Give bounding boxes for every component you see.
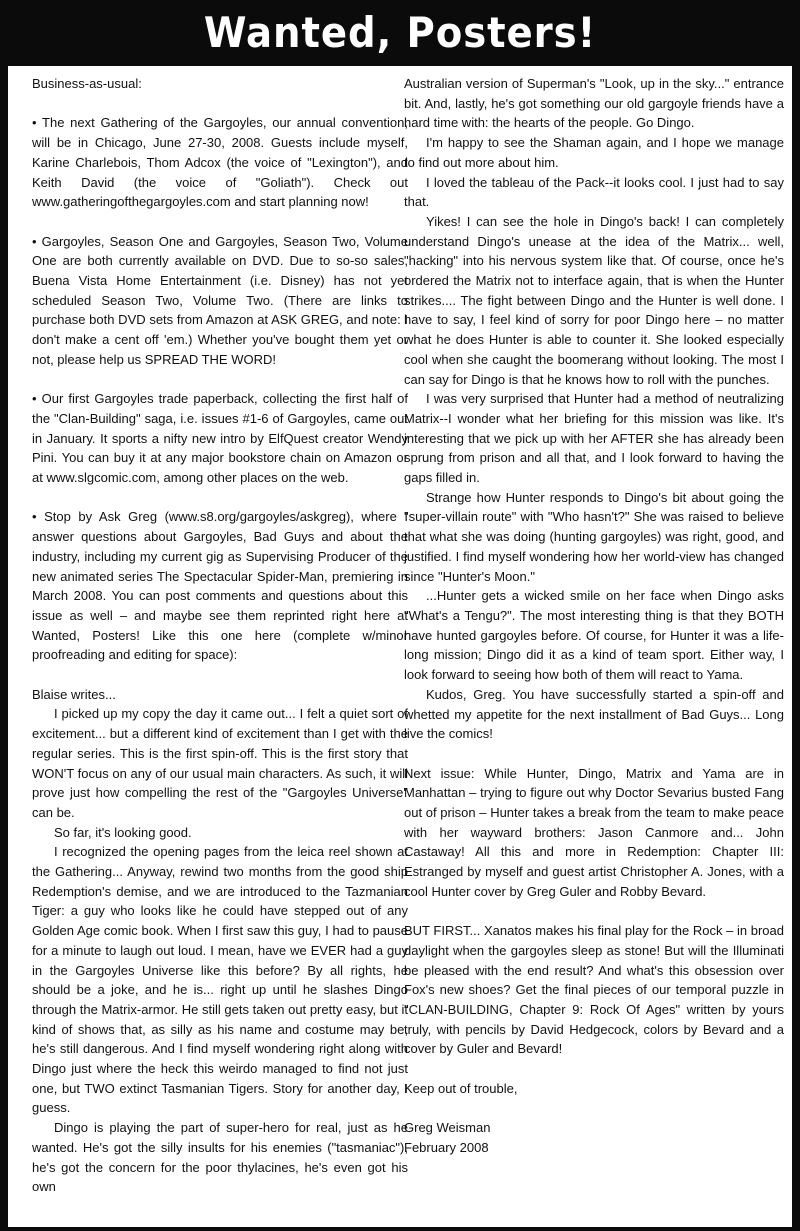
paragraph: Strange how Hunter responds to Dingo's bit about going the "super-villain route" with "Who hasn't?" She was raised to believe that what she was doing (hunting gargoyles) was right, good, and justified. I find myself wondering how her world-view has changed since "Hunter's Moon." [404,489,784,584]
paragraph: I picked up my copy the day it came out... I felt a quiet sort of excitement... but a different kind of excitement than I get with the regular series. This is the first spin-off. This is the first story that WON'T focus on any of our usual main characters. As such, it will prove just how compelling the rest of the "Gargoyles Universe" can be. [32,706,408,820]
right-column [404,74,784,1158]
signature-name: Greg Weisman [404,1120,491,1136]
paragraph: I was very surprised that Hunter had a method of neutralizing Matrix--I wonder what her briefing for this mission was like. It's interesting that we pick up with her AFTER she has already been sprung from prison and all that, and I look forward to having the gaps filled in. [404,391,784,486]
paragraph: • Stop by Ask Greg (www.s8.org/gargoyles/askgreg), where I answer questions about Gargoyles, Bad Guys and about the industry, including my current gig as Supervising Producer of the new animated series The Spectacular Spider-Man, premiering in March 2008. You can post comments and questions about this issue as well – and maybe see them reprinted right here at Wanted, Posters! Like this one here (complete w/minor proofreading and editing for space): [32,509,408,663]
paragraph: Blaise writes... [32,686,116,702]
paragraph: Dingo is playing the part of super-hero for real, just as he wanted. He's got the silly insults for his enemies ("tasmaniac"), he's got the concern for the poor thylacines, he's even got his own [32,1120,408,1195]
paragraph: Australian version of Superman's "Look, up in the sky..." entrance bit. And, lastly, he's got something our old gargoyle friends have a hard time with: the hearts of the people. Go Dingo. [404,76,784,131]
paragraph: BUT FIRST... Xanatos makes his final play for the Rock – in broad daylight when the gargoyles sleep as stone! But will the Illuminati be pleased with the end result? And what's this obsession over Fox's new shoes? Get the final pieces of our temporal puzzle in "CLAN-BUILDING, Chapter 9: Rock Of Ages" written by yours truly, with pencils by David Hedgecock, colors by Bevard and a cover by Guler and Bevard! [404,923,784,1057]
paragraph: Kudos, Greg. You have successfully started a spin-off and whetted my appetite for the next installment of Bad Guys... Long live the comics! [404,686,784,742]
paragraph: I'm happy to see the Shaman again, and I hope we manage to find out more about him. [404,135,784,170]
signature-date: February 2008 [404,1139,489,1155]
article-panel [8,66,792,1227]
paragraph: Business-as-usual: [32,76,142,91]
paragraph: • Our first Gargoyles trade paperback, collecting the first half of the "Clan-Building" saga, i.e. issues #1-6 of Gargoyles, came out in January. It sports a nifty new intro by ElfQuest creator Wendy Pini. You can buy it at any major bookstore chain on Amazon or at www.slgcomic.com, among other places on the web. [32,391,408,486]
paragraph: So far, it's looking good. [54,824,192,840]
paragraph: I loved the tableau of the Pack--it looks cool. I just had to say that. [404,174,784,210]
paragraph: ...Hunter gets a wicked smile on her face when Dingo asks "What's a Tengu?". The most interesting thing is that they BOTH have hunted gargoyles before. Of course, for Hunter it was a life-long mission; Dingo did it as a kind of team sport. Either way, I look forward to seeing how both of them will react to Yama. [404,588,784,683]
paragraph: I recognized the opening pages from the leica reel shown at the Gathering... Anyway, rewind two months from the good ship Redemption's demise, and we are introduced to the Tazmanian Tiger: a guy who looks like he could have stepped out of any Golden Age comic book. When I first saw this guy, I had to pause for a minute to laugh out loud. I mean, have we EVER had a guy in the Gargoyles Universe like this before? By all rights, he should be a joke, and he is... right up until he slashes Dingo through the Matrix-armor. He still gets taken out pretty easy, but it kind of shows that, as silly as his name and costume may be, he's still dangerous. And I find myself wondering right along with Dingo just where the heck this weirdo managed to find not just one, but TWO extinct Tasmanian Tigers. Story for another day, I guess. [32,844,408,1116]
paragraph: Yikes! I can see the hole in Dingo's back! I can completely understand Dingo's unease at the idea of the Matrix... well, "hacking" into his nervous system like that. Of course, once he's ordered the Matrix not to interface again, that is when the Hunter strikes.... The fight between Dingo and the Hunter is well done. I have to say, I feel kind of sorry for poor Dingo here – no matter what he does Hunter is able to counter it. She looked especially cool when she caught the boomerang without looking. The most I can say for Dingo is that he knows how to roll with the punches. [404,213,784,387]
paragraph: Keep out of trouble, [404,1080,518,1096]
left-column [32,74,408,1197]
paragraph: Next issue: While Hunter, Dingo, Matrix and Yama are in Manhattan – trying to figure out why Doctor Sevarius busted Fang out of prison – Hunter takes a break from the team to make peace with her wayward brothers: Jason Canmore and... John Castaway! All this and more in Redemption: Chapter III: Estranged by myself and guest artist Christopher A. Jones, with a cool Hunter cover by Greg Guler and Robby Bevard. [404,765,784,899]
paragraph: • The next Gathering of the Gargoyles, our annual convention, will be in Chicago, June 27-30, 2008. Guests include myself, Karine Charlebois, Thom Adcox (the voice of "Lexington"), and Keith David (the voice of "Goliath"). Check out www.gatheringofthegargoyles.com and start planning now! [32,115,408,210]
right-column-body [404,74,784,1099]
paragraph: • Gargoyles, Season One and Gargoyles, Season Two, Volume One are both currently available on DVD. Due to so-so sales, Buena Vista Home Entertainment (i.e. Disney) has not yet scheduled Season Two, Volume Two. (There are links to purchase both DVD sets from Amazon at ASK GREG, and note: I don't make a cent off 'em.) Whether you've bought them yet or not, please help us SPREAD THE WORD! [32,233,408,367]
page-title: Wanted, Posters! [203,8,597,57]
